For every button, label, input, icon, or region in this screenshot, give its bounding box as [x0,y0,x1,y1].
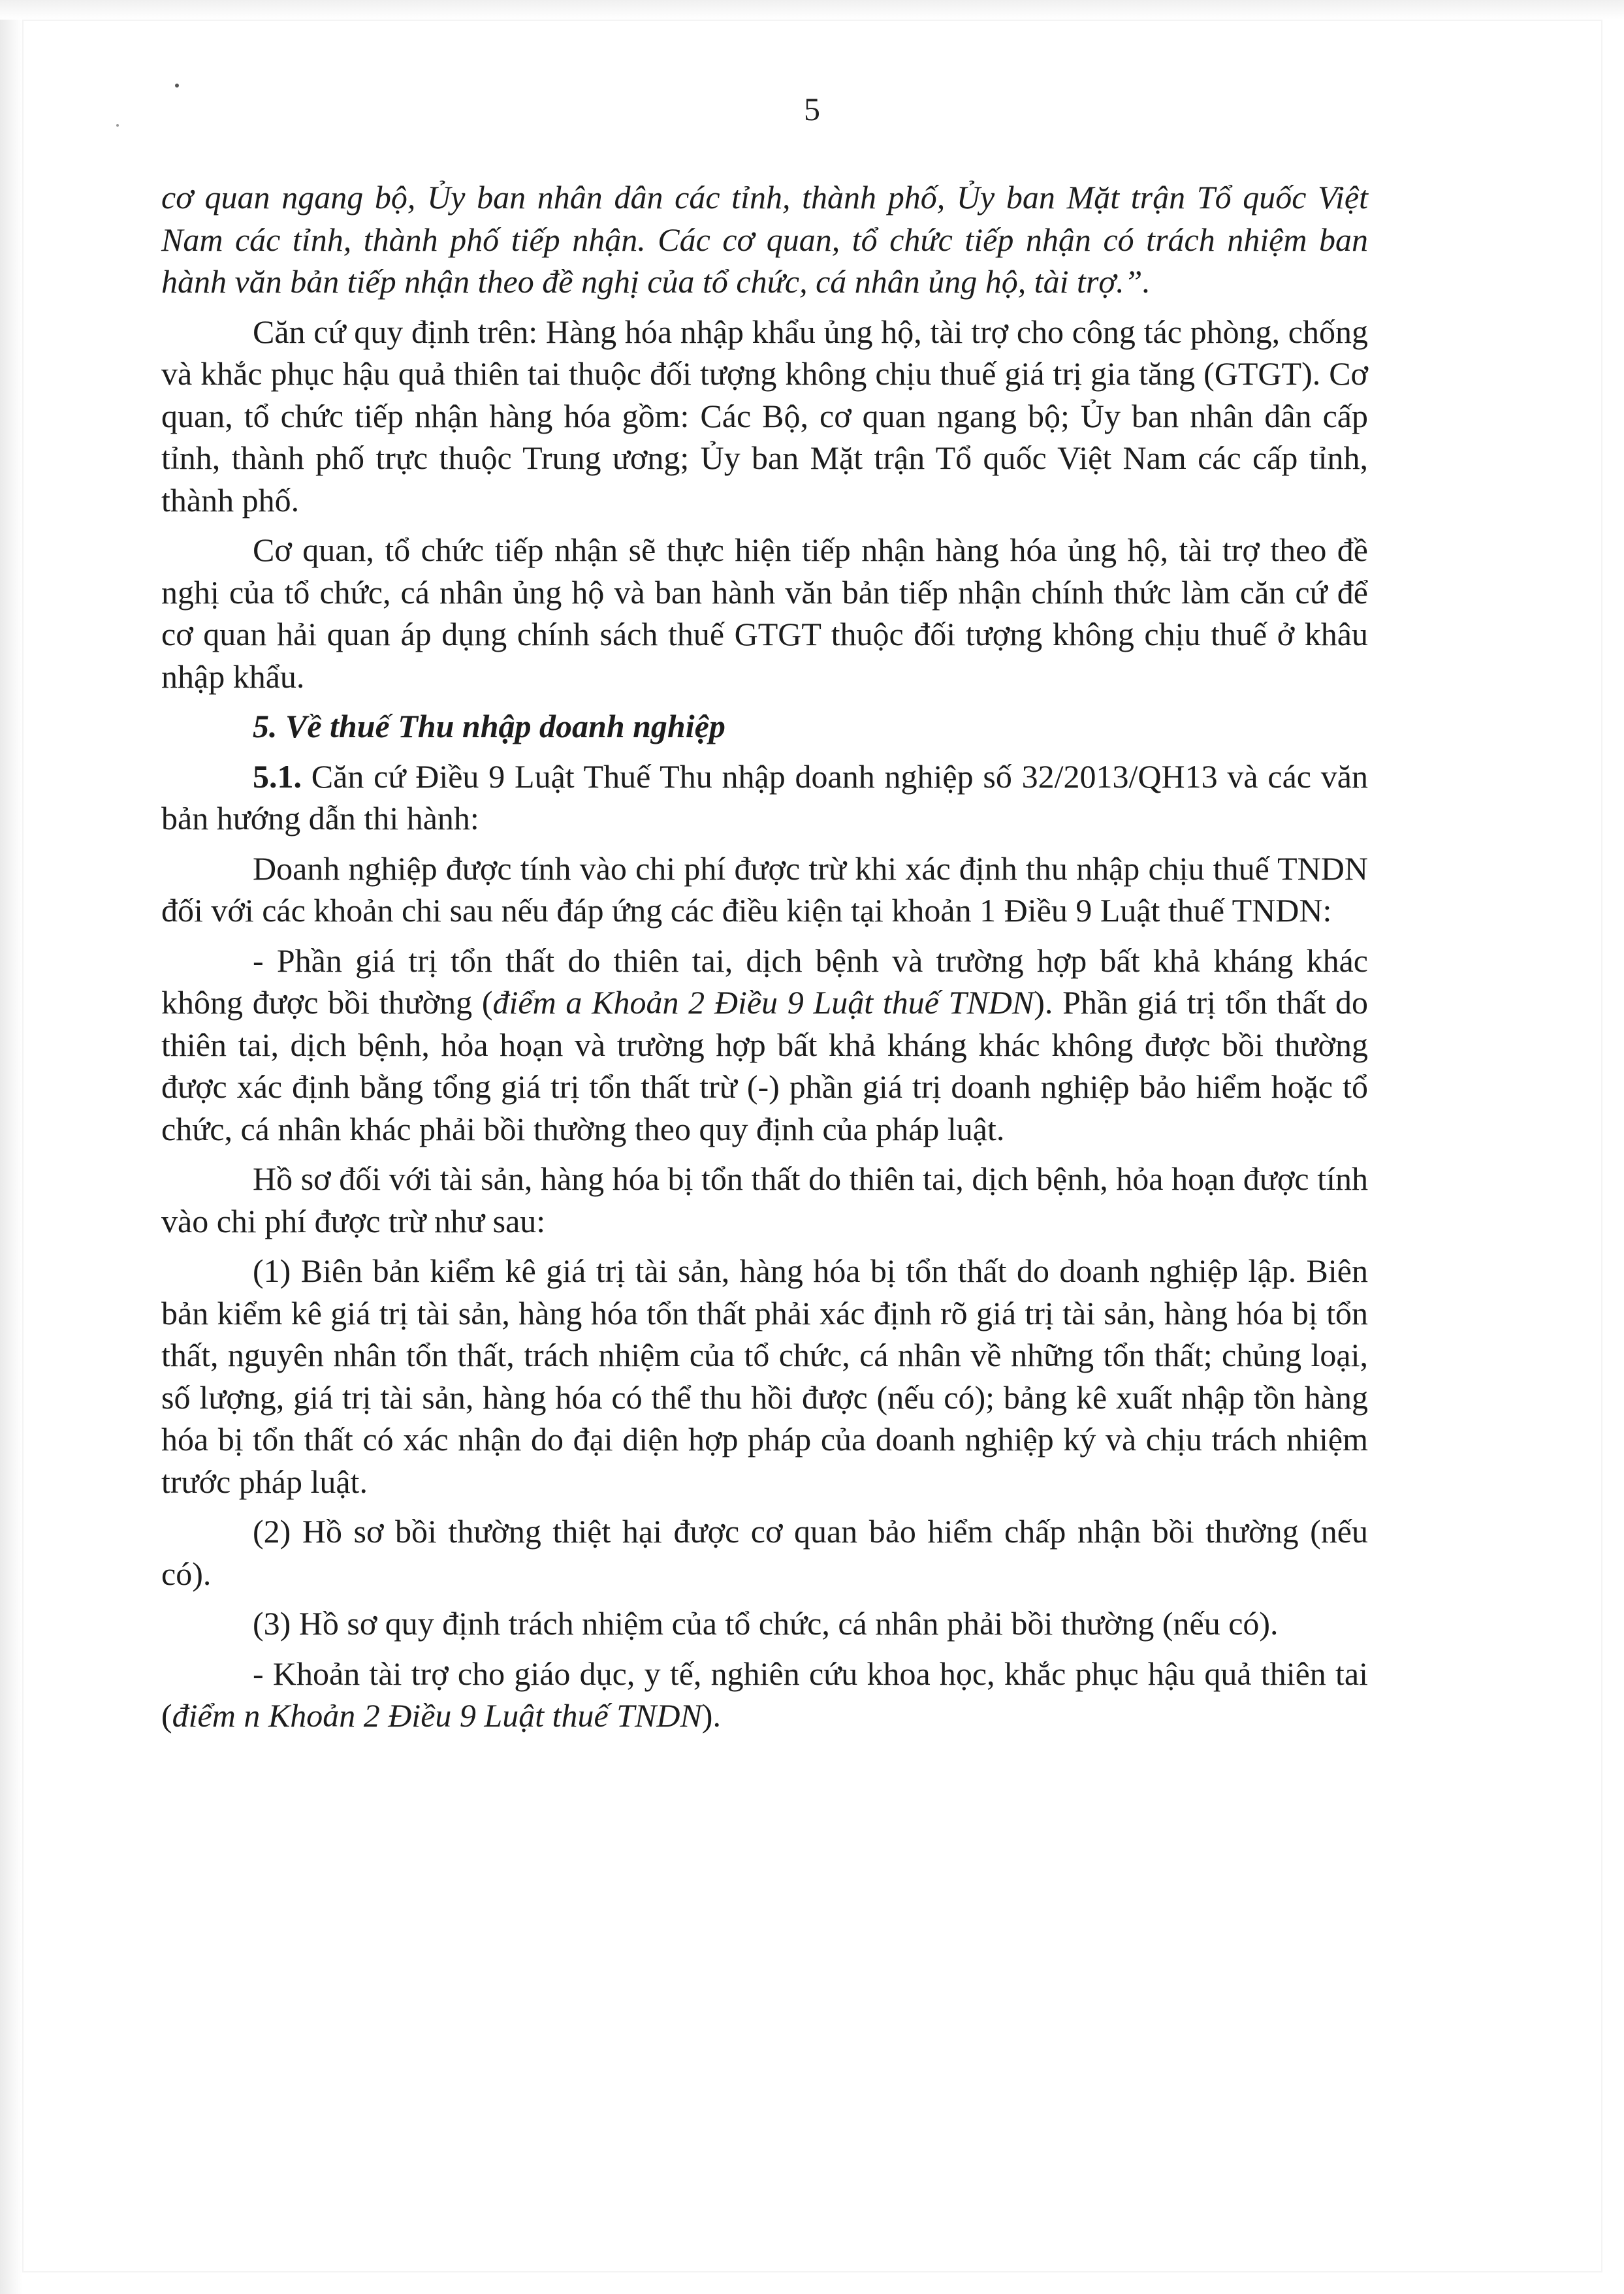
body-paragraph: Doanh nghiệp được tính vào chi phí được trừ khi xác định thu nhập chịu thuế TNDN đối với các khoản chi sau nếu đáp ứng các điều kiện tại khoản 1 Điều 9 Luật thuế TNDN: [161,850,1368,929]
text-run: ). Phần giá trị tổn thất do thiên tai, dịch bệnh, hỏa hoạn và trường hợp bất khả kháng khác không được bồi thường được xác định bằng tổng giá trị tổn thất trừ (-) phần giá trị doanh nghiệp bảo hiểm hoặc tổ chức, cá nhân khác phải bồi thường theo quy định của pháp luật. [161,984,1368,1147]
scan-left-edge [0,0,22,2294]
text-run: ). [701,1697,721,1734]
text-run: - Khoản tài trợ cho giáo dục, y tế, nghiên cứu khoa học, khắc phục hậu quả thiên tai ( [161,1655,1368,1734]
body-paragraph [161,756,1368,840]
body-paragraph: (2) Hồ sơ bồi thường thiệt hại được cơ quan bảo hiểm chấp nhận bồi thường (nếu có). [161,1513,1368,1592]
body-paragraph: (3) Hồ sơ quy định trách nhiệm của tổ chức, cá nhân phải bồi thường (nếu có). [253,1605,1279,1642]
document-body [161,176,1368,1745]
legal-reference: điểm n Khoản 2 Điều 9 Luật thuế TNDN [172,1697,702,1734]
section-heading: 5. Về thuế Thu nhập doanh nghiệp [253,708,725,744]
quote-continuation-paragraph: cơ quan ngang bộ, Ủy ban nhân dân các tỉnh, thành phố, Ủy ban Mặt trận Tổ quốc Việt Nam các tỉnh, thành phố tiếp nhận. Các cơ quan, tổ chức tiếp nhận có trách nhiệm ban hành văn bản tiếp nhận theo đề nghị của tổ chức, cá nhân ủng hộ, tài trợ.”. [161,179,1368,300]
body-paragraph: Căn cứ quy định trên: Hàng hóa nhập khẩu ủng hộ, tài trợ cho công tác phòng, chống và khắc phục hậu quả thiên tai thuộc đối tượng không chịu thuế giá trị gia tăng (GTGT). Cơ quan, tổ chức tiếp nhận hàng hóa gồm: Các Bộ, cơ quan ngang bộ; Ủy ban nhân dân cấp tỉnh, thành phố trực thuộc Trung ương; Ủy ban Mặt trận Tổ quốc Việt Nam các cấp tỉnh, thành phố. [161,313,1368,518]
scan-speck [175,84,179,88]
page-number: 5 [804,91,820,127]
scan-top-edge [0,0,1624,20]
body-paragraph: Cơ quan, tổ chức tiếp nhận sẽ thực hiện tiếp nhận hàng hóa ủng hộ, tài trợ theo đề nghị của tổ chức, cá nhân ủng hộ và ban hành văn bản tiếp nhận chính thức làm căn cứ để cơ quan hải quan áp dụng chính sách thuế GTGT thuộc đối tượng không chịu thuế ở khâu nhập khẩu. [161,532,1368,695]
body-paragraph [161,940,1368,1151]
subsection-text: Căn cứ Điều 9 Luật Thuế Thu nhập doanh nghiệp số 32/2013/QH13 và các văn bản hướng dẫn thi hành: [161,757,1368,836]
body-paragraph: (1) Biên bản kiểm kê giá trị tài sản, hàng hóa bị tổn thất do doanh nghiệp lập. Biên bản kiểm kê giá trị tài sản, hàng hóa tổn thất phải xác định rõ giá trị tài sản, hàng hóa bị tổn thất, nguyên nhân tổn thất, trách nhiệm của tổ chức, cá nhân về những tổn thất; chủng loại, số lượng, giá trị tài sản, hàng hóa có thể thu hồi được (nếu có); bảng kê xuất nhập tồn hàng hóa bị tổn thất có xác nhận do đại diện hợp pháp của doanh nghiệp ký và chịu trách nhiệm trước pháp luật. [161,1252,1368,1500]
subsection-label: 5.1. [253,757,302,795]
text-run: - Phần giá trị tổn thất do thiên tai, dịch bệnh và trường hợp bất khả kháng khác không được bồi thường ( [161,942,1368,1021]
body-paragraph [161,1653,1368,1737]
body-paragraph: Hồ sơ đối với tài sản, hàng hóa bị tổn thất do thiên tai, dịch bệnh, hỏa hoạn được tính vào chi phí được trừ như sau: [161,1160,1368,1239]
legal-reference: điểm a Khoản 2 Điều 9 Luật thuế TNDN [492,984,1034,1021]
